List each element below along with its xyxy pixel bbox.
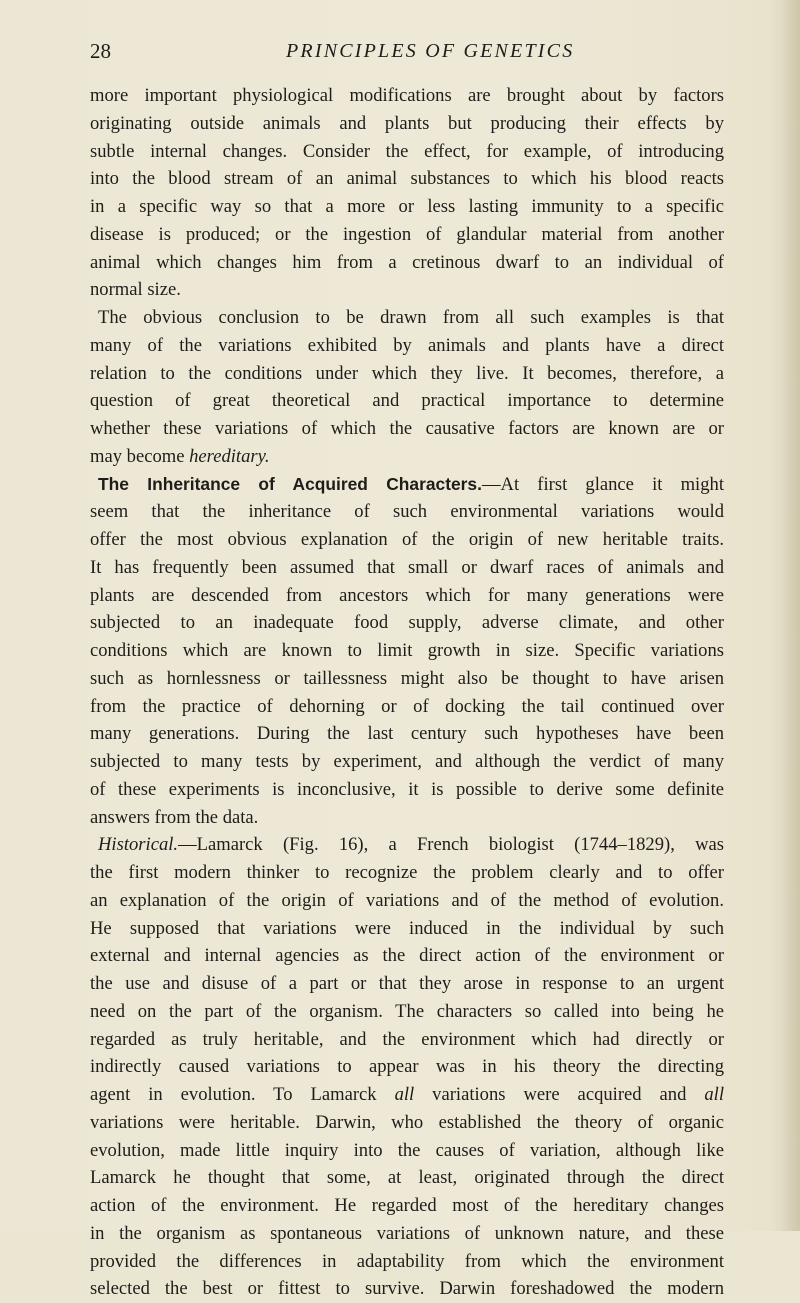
running-head: PRINCIPLES OF GENETICS (286, 40, 575, 62)
text-line: many of the variations exhibited by animals and plants have a direct (90, 334, 724, 356)
text-line: He supposed that variations were induced in the individual by such (90, 917, 724, 939)
text-line: selected the best or fittest to survive. Darwin foreshadowed the modern (90, 1278, 724, 1300)
page-header (90, 36, 710, 66)
text-line: question of great theoretical and practical importance to determine (90, 390, 724, 412)
text-line: originating outside animals and plants but producing their effects by (90, 112, 724, 134)
text-line (90, 443, 724, 471)
text-line: conditions which are known to limit growth in size. Specific variations (90, 640, 724, 661)
subsection-heading: Historical. (98, 834, 179, 856)
text-line: more important physiological modifications are brought about by factors (90, 85, 724, 106)
text-line: evolution, made little inquiry into the causes of variation, although like (90, 1139, 724, 1161)
body-text (90, 82, 724, 1303)
text-line: variations were heritable. Darwin, who established the theory of organic (90, 1111, 724, 1133)
text-line: such as hornlessness or taillessness might also be thought to have arisen (90, 667, 724, 689)
text-run: variations were acquired and (414, 1084, 705, 1105)
text-line: provided the differences in adaptability from which the environment (90, 1250, 724, 1272)
text-line: the use and disuse of a part or that they arose in response to an urgent (90, 973, 724, 994)
text-line: plants are descended from ancestors which for many generations were (90, 584, 724, 606)
text-line: in a specific way so that a more or less lasting immunity to a specific (90, 196, 724, 217)
text-line: animal which changes him from a cretinous dwarf to an individual of (90, 251, 724, 273)
italic-term: all (704, 1084, 724, 1105)
text-line: action of the environment. He regarded most of the hereditary changes (90, 1195, 724, 1216)
text-run: —Lamarck (Fig. 16), a French biologist (1744–1829), was (178, 834, 724, 856)
text-line: disease is produced; or the ingestion of glandular material from another (90, 223, 724, 245)
text-line: subtle internal changes. Consider the effect, for example, of introducing (90, 140, 724, 162)
text-line: in the organism as spontaneous variations of unknown nature, and these (90, 1222, 724, 1244)
text-line: many generations. During the last century such hypotheses have been (90, 723, 724, 745)
text-line: indirectly caused variations to appear was in his theory the directing (90, 1056, 724, 1078)
text-line: external and internal agencies as the direct action of the environment or (90, 945, 724, 967)
text-line: Lamarck he thought that some, at least, originated through the direct (90, 1167, 724, 1189)
text-line: of these experiments is inconclusive, it is possible to derive some definite (90, 778, 724, 800)
text-run: —At first glance it might (481, 473, 724, 495)
text-run: may become (90, 445, 190, 467)
text-line: need on the part of the organism. The characters so called into being he (90, 1000, 724, 1022)
section-heading: The Inheritance of Acquired Characters. (98, 473, 482, 494)
text-line: subjected to many tests by experiment, and although the verdict of many (90, 751, 724, 772)
text-line: It has frequently been assumed that small or dwarf races of animals and (90, 556, 724, 578)
text-line (90, 1081, 724, 1109)
text-line: from the practice of dehorning or of docking the tail continued over (90, 695, 724, 717)
italic-term: all (394, 1084, 415, 1105)
paragraph-start-line: The obvious conclusion to be drawn from all such examples is that (98, 307, 724, 328)
text-run: agent in evolution. To Lamarck (90, 1084, 395, 1105)
text-line: subjected to an inadequate food supply, adverse climate, and other (90, 612, 724, 634)
text-line: regarded as truly heritable, and the environment which had directly or (90, 1028, 724, 1050)
text-line: an explanation of the origin of variations and of the method of evolution. (90, 889, 724, 911)
text-line: offer the most obvious explanation of the origin of new heritable traits. (90, 529, 724, 550)
page-number: 28 (90, 39, 111, 63)
text-line: seem that the inheritance of such environmental variations would (90, 501, 724, 523)
text-line: the first modern thinker to recognize the problem clearly and to offer (90, 862, 724, 883)
page-edge-shadow (782, 0, 800, 1231)
italic-term: hereditary. (189, 445, 270, 467)
section-heading-line (90, 471, 724, 499)
text-line: into the blood stream of an animal substances to which his blood reacts (90, 168, 724, 190)
subsection-heading-line (90, 831, 724, 859)
text-line: relation to the conditions under which they live. It becomes, therefore, a (90, 362, 724, 384)
text-line: answers from the data. (90, 806, 259, 828)
text-line: whether these variations of which the causative factors are known are or (90, 418, 724, 439)
text-line: normal size. (90, 279, 181, 301)
